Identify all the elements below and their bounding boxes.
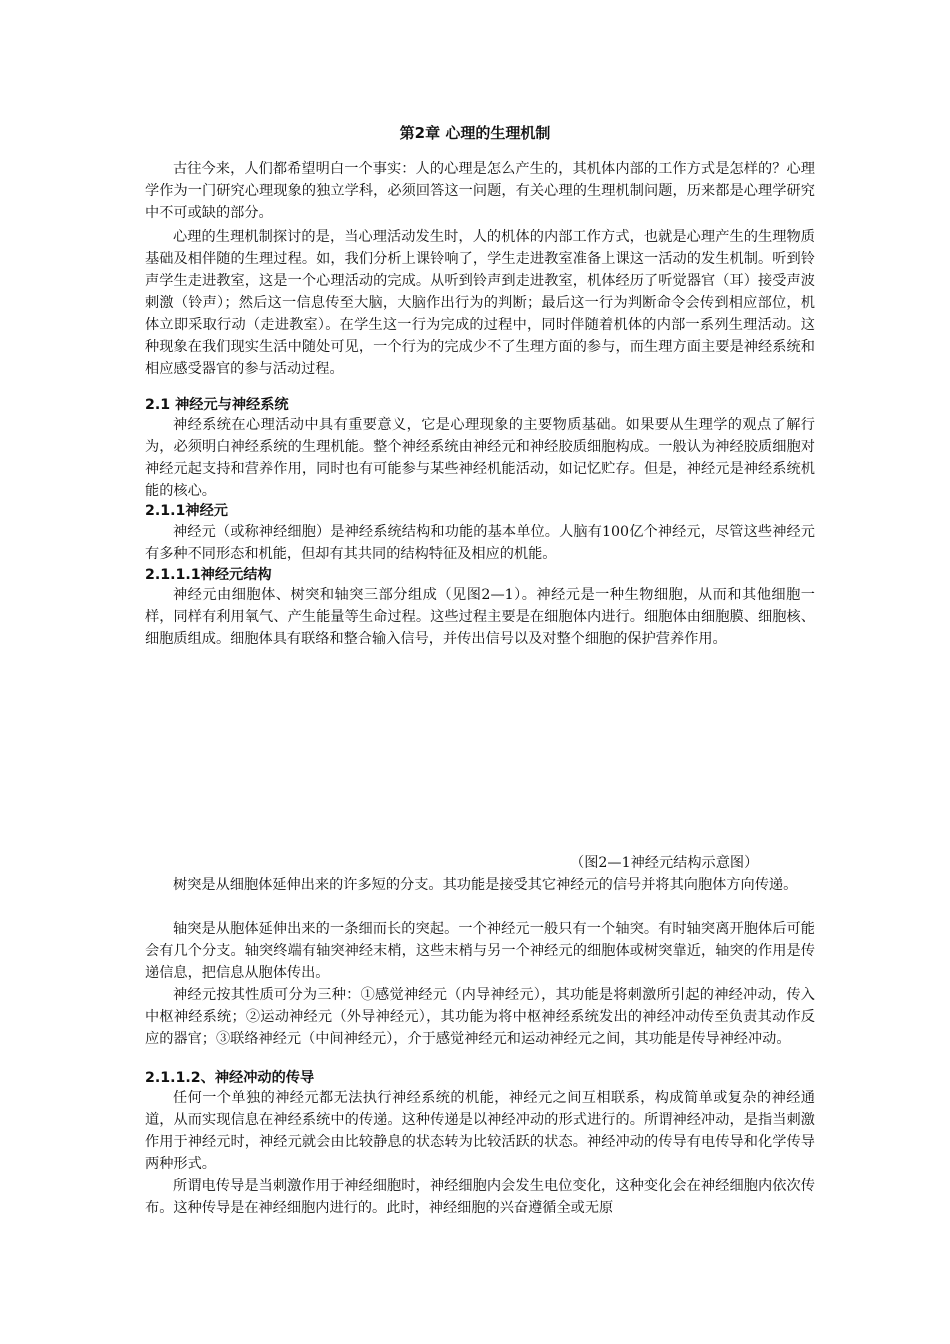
paragraph-intro: 古往今来，人们都希望明白一个事实：人的心理是怎么产生的，其机体内部的工作方式是怎样的？心理学作为一门研究心理现象的独立学科，必须回答这一问题，有关心理的生理机制问题，历来都是心理学研究中不可或缺的部分。 — [145, 161, 815, 221]
chapter-title: 第2章 心理的生理机制 — [399, 124, 551, 142]
paragraph-neuron-structure: 神经元由细胞体、树突和轴突三部分组成（见图2—1）。神经元是一种生物细胞，从而和其他细胞一样，同样有利用氧气、产生能量等生命过程。这些过程主要是在细胞体内进行。细胞体由细胞膜、细胞核、细胞质组成。细胞体具有联络和整合输入信号，并传出信号以及对整个细胞的保护营养作用。 — [145, 587, 815, 647]
paragraph-nervous-system: 神经系统在心理活动中具有重要意义，它是心理现象的主要物质基础。如果要从生理学的观点了解行为，必须明白神经系统的生理机能。整个神经系统由神经元和神经胶质细胞构成。一般认为神经胶质细胞对神经元起支持和营养作用，同时也有可能参与某些神经机能活动，如记忆贮存。但是，神经元是神经系统机能的核心。 — [145, 417, 815, 499]
section-heading-2-1-1-2: 2.1.1.2、神经冲动的传导 — [145, 1070, 315, 1086]
section-heading-2-1: 2.1 神经元与神经系统 — [145, 397, 289, 413]
paragraph-impulse: 任何一个单独的神经元都无法执行神经系统的机能，神经元之间互相联系，构成简单或复杂的神经通道，从而实现信息在神经系统中的传递。这种传递是以神经冲动的形式进行的。所谓神经冲动，是指当刺激作用于神经元时，神经元就会由比较静息的状态转为比较活跃的状态。神经冲动的传导有电传导和化学传导两种形式。 — [145, 1090, 815, 1172]
paragraph-dendrite: 树突是从细胞体延伸出来的许多短的分支。其功能是接受其它神经元的信号并将其向胞体方向传递。 — [173, 877, 798, 893]
section-heading-2-1-1-1: 2.1.1.1神经元结构 — [145, 567, 272, 583]
paragraph-neuron-types: 神经元按其性质可分为三种：①感觉神经元（内导神经元），其功能是将刺激所引起的神经冲动，传入中枢神经系统；②运动神经元（外导神经元），其功能为将中枢神经系统发出的神经冲动传至负责其动作反应的器官；③联络神经元（中间神经元），介于感觉神经元和运动神经元之间，其功能是传导神经冲动。 — [145, 987, 815, 1047]
paragraph-mechanism: 心理的生理机制探讨的是，当心理活动发生时，人的机体的内部工作方式，也就是心理产生的生理物质基础及相伴随的生理过程。如，我们分析上课铃响了，学生走进教室准备上课这一活动的发生机制。听到铃声学生走进教室，这是一个心理活动的完成。从听到铃声到走进教室，机体经历了听觉器官（耳）接受声波刺激（铃声）；然后这一信息传至大脑，大脑作出行为的判断；最后这一行为判断命令会传到相应部位，机体立即采取行动（走进教室）。在学生这一行为完成的过程中，同时伴随着机体的内部一系列生理活动。这种现象在我们现实生活中随处可见，一个行为的完成少不了生理方面的参与，而生理方面主要是神经系统和相应感受器官的参与活动过程。 — [145, 229, 815, 377]
paragraph-axon: 轴突是从胞体延伸出来的一条细而长的突起。一个神经元一般只有一个轴突。有时轴突离开胞体后可能会有几个分支。轴突终端有轴突神经末梢，这些末梢与另一个神经元的细胞体或树突靠近，轴突的作用是传递信息，把信息从胞体传出。 — [145, 921, 815, 981]
paragraph-neuron: 神经元（或称神经细胞）是神经系统结构和功能的基本单位。人脑有100亿个神经元，尽管这些神经元有多种不同形态和机能，但却有其共同的结构特征及相应的机能。 — [145, 524, 815, 562]
paragraph-electrical-conduction: 所谓电传导是当刺激作用于神经细胞时，神经细胞内会发生电位变化，这种变化会在神经细胞内依次传布。这种传导是在神经细胞内进行的。此时，神经细胞的兴奋遵循全或无原 — [145, 1178, 815, 1216]
figure-caption: （图2—1神经元结构示意图） — [570, 855, 759, 871]
section-heading-2-1-1: 2.1.1神经元 — [145, 503, 228, 519]
